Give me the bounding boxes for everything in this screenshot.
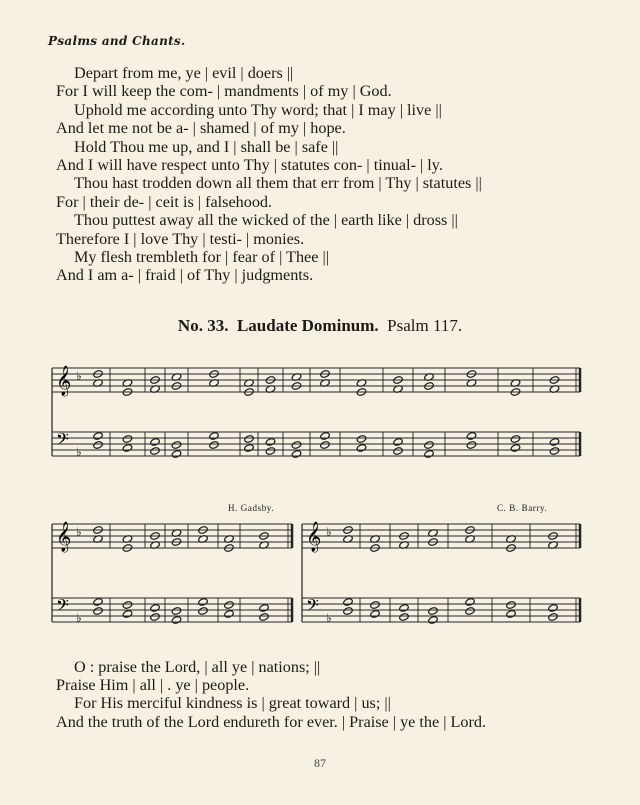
- chant-line: And the truth of the Lord endureth for ever. | Praise | ye the | Lord.: [56, 712, 487, 731]
- system-1-note-icon: [265, 438, 276, 447]
- system-2-left-treble-clef-icon: 𝄞: [56, 522, 72, 552]
- system-1-note-icon: [320, 432, 331, 441]
- system-2-right-note-icon: [370, 601, 381, 610]
- system-1-note-icon: [549, 447, 560, 456]
- system-2-left-note-icon: [93, 607, 104, 616]
- system-1-note-icon: [171, 450, 182, 459]
- system-1-note-icon: [93, 441, 104, 450]
- composer-credit-left: H. Gadsby.: [228, 503, 275, 513]
- chant-number: No. 33.: [177, 316, 229, 335]
- system-1-note-icon: [291, 450, 302, 459]
- chant-line: O : praise the Lord, | all ye | nations; ||: [74, 658, 321, 676]
- system-2-right-note-icon: [343, 607, 354, 616]
- verse-line: Hold Thou me up, and I | shall be | safe ||: [74, 137, 339, 156]
- running-header: Psalms and Chants.: [48, 34, 186, 48]
- verse-line: And I am a- | fraid | of Thy | judgments.: [56, 266, 314, 285]
- system-2-right-note-icon: [399, 604, 410, 613]
- verse-line: Thou hast trodden down all them that err from | Thy | statutes ||: [74, 174, 482, 193]
- system-1-note-icon: [466, 441, 477, 450]
- system-1-flat-icon: ♭: [76, 369, 82, 383]
- system-2-left-note-icon: [224, 601, 235, 610]
- system-1-note-icon: [122, 444, 133, 453]
- system-1-note-icon: [171, 441, 182, 450]
- page-number: 87: [314, 756, 326, 770]
- system-2-right-note-icon: [370, 610, 381, 619]
- verse-line: For I will keep the com- | mandments | of my | God.: [56, 82, 392, 101]
- system-2-right-note-icon: [465, 607, 476, 616]
- system-2-right-flat-icon: ♭: [326, 525, 332, 539]
- system-2-left-note-icon: [171, 616, 182, 625]
- verse-line: My flesh trembleth for | fear of | Thee ||: [74, 248, 329, 267]
- system-2-left-note-icon: [122, 601, 133, 610]
- system-2-right-note-icon: [428, 607, 439, 616]
- system-2-right-note-icon: [548, 613, 559, 622]
- system-2-left-note-icon: [224, 610, 235, 619]
- system-2-right-bass-clef-icon: 𝄢: [306, 595, 319, 619]
- system-2-right-note-icon: [465, 598, 476, 607]
- system-1-note-icon: [356, 435, 367, 444]
- verse-line: Depart from me, ye | evil | doers ||: [74, 64, 294, 82]
- system-1-note-icon: [122, 435, 133, 444]
- system-2-right-note-icon: [506, 601, 517, 610]
- system-2-left-flat-icon: ♭: [76, 611, 82, 625]
- system-1-note-icon: [510, 435, 521, 444]
- system-2-left-note-icon: [259, 604, 270, 613]
- system-2-right-note-icon: [428, 616, 439, 625]
- system-1-note-icon: [244, 435, 255, 444]
- system-1-note-icon: [549, 438, 560, 447]
- system-2-right-note-icon: [343, 598, 354, 607]
- system-1-bass-clef-icon: 𝄢: [56, 429, 69, 453]
- verse-line: Uphold me according unto Thy word; that | I may | live ||: [74, 100, 442, 119]
- system-1-flat-icon: ♭: [76, 445, 82, 459]
- system-1-note-icon: [424, 450, 435, 459]
- system-1-note-icon: [320, 441, 331, 450]
- system-2-left-note-icon: [171, 607, 182, 616]
- psalm-reference: Psalm 117.: [387, 316, 463, 335]
- verse-line: Thou puttest away all the wicked of the | earth like | dross ||: [74, 211, 458, 230]
- system-2-right-treble-clef-icon: 𝄞: [306, 522, 322, 552]
- system-2-left-note-icon: [150, 613, 161, 622]
- system-1-note-icon: [424, 441, 435, 450]
- system-2-left-note-icon: [150, 604, 161, 613]
- system-2-right-flat-icon: ♭: [326, 611, 332, 625]
- system-1-note-icon: [291, 441, 302, 450]
- system-2-left-note-icon: [259, 613, 270, 622]
- system-1-note-icon: [209, 441, 220, 450]
- verse-line: And let me not be a- | shamed | of my | hope.: [56, 119, 346, 138]
- system-1-note-icon: [356, 444, 367, 453]
- system-1-note-icon: [393, 447, 404, 456]
- system-1-treble-clef-icon: 𝄞: [56, 366, 72, 396]
- system-1-note-icon: [93, 432, 104, 441]
- system-1-note-icon: [244, 444, 255, 453]
- chant-line: For His merciful kindness is | great toward | us; ||: [74, 694, 391, 713]
- system-1-note-icon: [150, 447, 161, 456]
- system-2-right-note-icon: [548, 604, 559, 613]
- system-2-left-note-icon: [122, 610, 133, 619]
- chant-text: [56, 658, 616, 731]
- chant-line: Praise Him | all | . ye | people.: [56, 676, 250, 695]
- system-1-note-icon: [209, 432, 220, 441]
- system-2-left-bass-clef-icon: 𝄢: [56, 595, 69, 619]
- system-2-left-flat-icon: ♭: [76, 525, 82, 539]
- system-1-note-icon: [510, 444, 521, 453]
- verse-line: For | their de- | ceit is | falsehood.: [56, 192, 273, 211]
- system-1-note-icon: [150, 438, 161, 447]
- system-1-note-icon: [393, 438, 404, 447]
- system-2-left-note-icon: [198, 598, 209, 607]
- system-2-right-note-icon: [506, 610, 517, 619]
- system-1-note-icon: [265, 447, 276, 456]
- system-2-right-note-icon: [399, 613, 410, 622]
- system-2-left-note-icon: [93, 598, 104, 607]
- verse-line: And I will have respect unto Thy | statutes con- | tinual- | ly.: [56, 156, 443, 175]
- chant-name: Laudate Dominum.: [236, 316, 379, 335]
- composer-credit-right: C. B. Barry.: [497, 503, 548, 513]
- system-2-left-note-icon: [198, 607, 209, 616]
- system-1-note-icon: [466, 432, 477, 441]
- verse-line: Therefore I | love Thy | testi- | monies.: [56, 229, 305, 248]
